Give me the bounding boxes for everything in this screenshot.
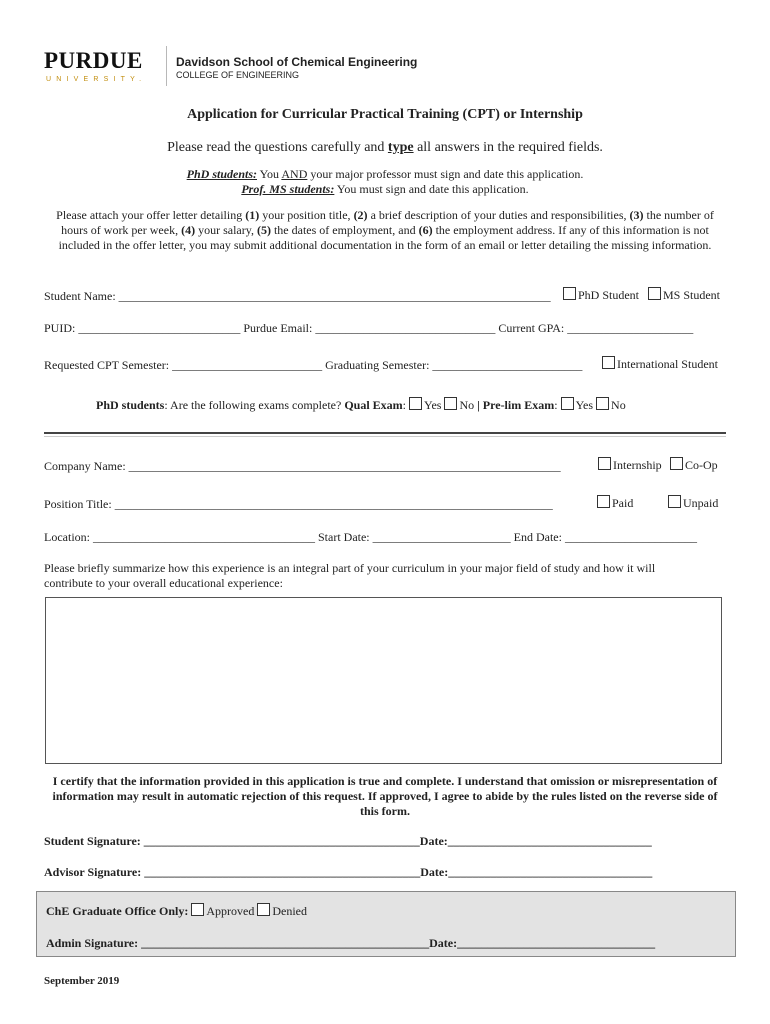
section-divider-shadow [44, 436, 726, 437]
phd-note-and: AND [281, 167, 308, 181]
unpaid-label: Unpaid [683, 496, 719, 510]
ms-note [0, 182, 770, 197]
location-dates-row[interactable]: Location: _____________________________________ Start Date: _______________________ End Date: ______________________ [44, 530, 697, 544]
qual-no-label: No [459, 398, 475, 412]
international-option[interactable] [602, 356, 718, 372]
student-signature-row[interactable]: Student Signature: ______________________________________________Date:__________________________________ [44, 834, 652, 848]
prelim-no-checkbox[interactable] [596, 397, 609, 410]
ms-student-label: MS Student [663, 288, 721, 302]
internship-checkbox[interactable] [598, 457, 611, 470]
summary-textarea[interactable] [45, 597, 722, 764]
phd-student-checkbox[interactable] [563, 287, 576, 300]
phd-note-post: your major professor must sign and date this application. [307, 167, 584, 181]
form-title: Application for Curricular Practical Training (CPT) or Internship [187, 107, 583, 122]
phd-student-option[interactable] [563, 287, 639, 303]
instruction-post: all answers in the required fields. [413, 140, 603, 155]
exam-separator: | [477, 398, 480, 412]
company-name-field[interactable]: Company Name: ________________________________________________________________________ [44, 459, 561, 473]
ms-student-option[interactable] [648, 287, 720, 303]
paid-checkbox[interactable] [597, 495, 610, 508]
summary-prompt: Please briefly summarize how this experience is an integral part of your curriculum in your major field of study and how it will contribute to your overall educational experience: [44, 561, 656, 590]
phd-student-label: PhD Student [578, 288, 640, 302]
international-label: International Student [617, 357, 718, 371]
certification-statement: I certify that the information provided in this application is true and complete. I understand that omission or misrepresentation of information may result in automatic rejection of this request. If approved, I agree to abide by the rules listed on the reverse side of this form. [52, 774, 718, 818]
approved-checkbox[interactable] [191, 903, 204, 916]
qual-yes-label: Yes [424, 398, 442, 412]
coop-option[interactable] [670, 457, 718, 473]
office-label: ChE Graduate Office Only: [46, 904, 189, 918]
instruction-pre: Please read the questions carefully and [167, 140, 388, 155]
internship-option[interactable] [598, 457, 662, 473]
phd-note-label: PhD students: [186, 167, 258, 181]
student-name-field[interactable]: Student Name: ________________________________________________________________________ [44, 289, 551, 303]
purdue-logo: PURDUE [44, 48, 143, 73]
qual-exam-label: Qual Exam [344, 398, 403, 412]
prelim-no-label: No [611, 398, 626, 412]
prelim-exam-label: Pre-lim Exam [482, 398, 555, 412]
instruction-type: type [387, 140, 414, 155]
attach-instructions: Please attach your offer letter detailing (1) your position title, (2) a brief description of your duties and responsibilities, (3) the number of hours of work per week, (4) your salary, (5) the dates of employment, and (6) the employment address. If any of this information is not included in the offer letter, you may submit additional documentation in the form of an email or letter detailing the missing information. [56, 208, 714, 252]
international-checkbox[interactable] [602, 356, 615, 369]
phd-note [0, 167, 770, 182]
approved-label: Approved [206, 904, 255, 918]
unpaid-option[interactable] [668, 495, 718, 511]
logo-divider [166, 46, 167, 86]
denied-label: Denied [272, 904, 307, 918]
internship-label: Internship [613, 458, 662, 472]
ms-student-checkbox[interactable] [648, 287, 661, 300]
qual-yes-checkbox[interactable] [409, 397, 422, 410]
advisor-signature-row[interactable]: Advisor Signature: ______________________________________________Date:__________________________________ [44, 865, 653, 879]
unpaid-checkbox[interactable] [668, 495, 681, 508]
puid-email-gpa-row[interactable]: PUID: ___________________________ Purdue Email: ______________________________ Current GPA: _____________________ [44, 321, 694, 335]
purdue-logo-sub: UNIVERSITY. [46, 76, 147, 83]
paid-option[interactable] [597, 495, 633, 511]
paid-label: Paid [612, 496, 634, 510]
form-revision-date: September 2019 [44, 975, 120, 987]
section-divider [44, 432, 726, 434]
coop-label: Co-Op [685, 458, 718, 472]
ms-note-text: You must sign and date this application. [334, 182, 529, 196]
instruction-line [0, 140, 770, 156]
prelim-yes-label: Yes [575, 398, 594, 412]
college-name: COLLEGE OF ENGINEERING [176, 70, 300, 80]
qual-no-checkbox[interactable] [444, 397, 457, 410]
admin-signature-row[interactable]: Admin Signature: ________________________________________________Date:_________________________________ [46, 936, 656, 950]
exam-row-label: PhD students [96, 398, 165, 412]
prelim-yes-checkbox[interactable] [561, 397, 574, 410]
denied-checkbox[interactable] [257, 903, 270, 916]
cpt-semester-row[interactable]: Requested CPT Semester: _________________________ Graduating Semester: _________________________ [44, 358, 583, 372]
department-name: Davidson School of Chemical Engineering [176, 55, 418, 69]
coop-checkbox[interactable] [670, 457, 683, 470]
office-approval-row [46, 903, 307, 919]
exam-row-question: : Are the following exams complete? [164, 398, 345, 412]
position-title-field[interactable]: Position Title: _________________________________________________________________________ [44, 497, 553, 511]
exam-row: PhD students: Are the following exams complete? Qual Exam: Yes No | Pre-lim Exam: Yes No [96, 398, 626, 412]
phd-note-pre: You [257, 167, 282, 181]
ms-note-label: Prof. MS students: [241, 182, 335, 196]
